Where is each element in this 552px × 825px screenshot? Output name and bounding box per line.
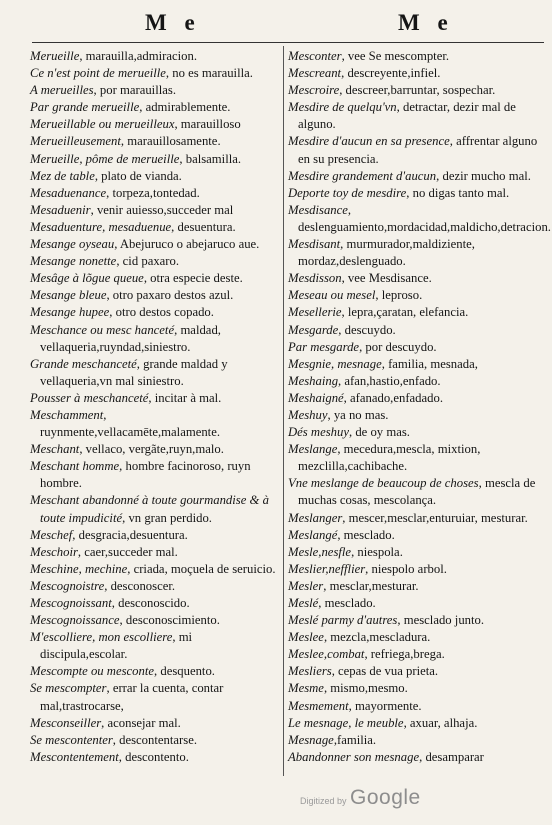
definition: , descreyente,infiel.: [341, 66, 441, 81]
definition: , vee Mesdisance.: [341, 271, 432, 286]
dictionary-entry: [288, 322, 546, 339]
dictionary-entry: [288, 578, 546, 595]
definition: , criada, moçuela de seruicio.: [127, 561, 276, 576]
headword: Mescognoissant: [30, 596, 112, 610]
dictionary-entry: [30, 185, 282, 202]
dictionary-entry: [288, 99, 546, 133]
dictionary-entry: [30, 116, 282, 133]
dictionary-entry: [30, 202, 282, 219]
dictionary-entry: [30, 629, 282, 663]
definition: , incitar à mal.: [148, 390, 222, 405]
dictionary-entry: [288, 715, 546, 732]
headword: Meschamment: [30, 407, 104, 422]
dictionary-entry: [30, 407, 282, 441]
headword: Merueilleusement: [30, 134, 121, 149]
headword: Mesdire de quelqu'vn: [288, 100, 397, 115]
headword: Merueille, pôme de merueille: [30, 151, 180, 166]
column-divider: [283, 46, 284, 776]
dictionary-entry: [288, 612, 546, 629]
dictionary-entry: [30, 492, 282, 526]
definition: , niespola.: [351, 544, 403, 559]
definition: , desconoscido.: [111, 596, 190, 610]
dictionary-entry: [30, 82, 282, 99]
dictionary-entry: [30, 236, 282, 253]
dictionary-entry: [288, 749, 546, 766]
headword: Meslanger: [288, 510, 343, 525]
dictionary-entry: [30, 322, 282, 356]
headword: Mesgarde: [288, 322, 339, 337]
definition: , hombre facinoroso, ruyn hombre.: [40, 459, 251, 491]
definition: , detractar, dezir mal de alguno.: [298, 100, 516, 132]
definition: , Abejuruco o abejarucо aue.: [114, 237, 260, 252]
definition: , cid paxaro.: [116, 254, 180, 269]
definition: , descontentarse.: [112, 732, 197, 747]
definition: , mezcla,mescladura.: [323, 630, 431, 645]
definition: , balsamilla.: [179, 151, 242, 166]
definition: , errar la cuenta, contar mal,trastrocarse,: [40, 681, 224, 713]
headword: Pousser à meschanceté: [30, 390, 149, 405]
definition: , admirablemente.: [139, 100, 231, 115]
dictionary-entry: [288, 185, 546, 202]
definition: , venir auiesso,succeder mal: [90, 202, 234, 217]
dictionary-entry: [30, 65, 282, 82]
dictionary-entry: [288, 698, 546, 715]
dictionary-entry: [30, 458, 282, 492]
definition: , ruynmente,vellacamēte,malamente.: [40, 407, 221, 440]
dictionary-entry: [288, 680, 546, 697]
definition: , mayormente.: [348, 698, 422, 713]
dictionary-entry: [288, 544, 546, 561]
definition: , marauilloso: [174, 117, 241, 132]
definition: , maldad, vellaqueria,ruyndad,siniestro.: [40, 322, 221, 354]
dictionary-entry: [288, 202, 551, 236]
headword: Par grande merueille: [30, 100, 140, 115]
headword: Mesdisance: [288, 202, 348, 217]
definition: , dezir mucho mal.: [436, 168, 531, 183]
definition: , mismo,mesmo.: [323, 681, 408, 696]
headword: Mesler: [288, 578, 324, 593]
dictionary-entry: [288, 595, 546, 612]
dictionary-entry: [30, 133, 282, 150]
dictionary-entry: [288, 236, 546, 270]
headword: Merueillable ou merueilleux: [30, 117, 175, 132]
headword: Se mescontenter: [30, 732, 113, 747]
headword: Meschance ou mesc hanceté: [30, 322, 175, 337]
dictionary-entry: [288, 475, 546, 509]
dictionary-entry: [288, 732, 546, 749]
dictionary-entry: [288, 339, 546, 356]
definition: , grande maldad y vellaqueria,vn mal siniestro.: [40, 356, 228, 388]
headword: Meslee: [288, 630, 324, 645]
headword: Mesaduenture, mesaduenue: [30, 219, 172, 234]
dictionary-entry: [30, 732, 282, 749]
headword: Meschine, mechine: [30, 561, 128, 576]
definition: , ya no mas.: [327, 407, 389, 422]
header-left: M e: [145, 10, 201, 35]
headword: Meschant: [30, 442, 80, 457]
headword: Meschant homme: [30, 459, 120, 474]
definition: , por descuydo.: [359, 339, 437, 354]
definition: , mesclado.: [318, 596, 376, 610]
dictionary-entry: [30, 749, 282, 766]
definition: , otro paxaro destos azul.: [106, 288, 234, 303]
dictionary-entry: [288, 441, 546, 475]
definition: , vn gran perdido.: [122, 510, 212, 525]
dictionary-entry: [30, 595, 282, 612]
headword: Meslee,combat: [288, 647, 365, 662]
definition: , axuar, alhaja.: [403, 715, 478, 730]
definition: , afanado,enfadado.: [343, 390, 444, 405]
definition: , otro destos copado.: [109, 305, 214, 320]
dictionary-entry: [288, 48, 546, 65]
dictionary-entry: [30, 441, 282, 458]
headword: Deporte toy de mesdire: [288, 185, 407, 200]
headword: Meslé: [288, 596, 319, 610]
headword: Mescreant: [288, 66, 342, 81]
definition: , mesclado junto.: [397, 613, 485, 628]
headword: Mesgnie, mesnage: [288, 356, 382, 371]
dictionary-entry: [288, 287, 546, 304]
headword: Meschant abandonné à toute gourmandise & à toute impudicité: [30, 493, 269, 525]
dictionary-entry: [288, 663, 546, 680]
dictionary-entry: [288, 646, 546, 663]
running-header: [0, 8, 552, 42]
digitized-watermark: [300, 786, 440, 814]
headword: Mesellerie: [288, 305, 342, 320]
definition: , caer,succeder mal.: [77, 544, 178, 559]
dictionary-entry: [30, 527, 282, 544]
dictionary-entry: [30, 561, 282, 578]
dictionary-entry: [30, 663, 282, 680]
headword: Mesaduenance: [30, 185, 107, 200]
definition: , niespolo arbol.: [365, 561, 447, 576]
header-right: M e: [398, 10, 454, 35]
definition: , desconoscimiento.: [119, 613, 220, 628]
headword: Mescognoissance: [30, 613, 120, 628]
dictionary-entry: [30, 680, 282, 714]
dictionary-entry: [288, 304, 546, 321]
headword: Mesmement: [288, 698, 349, 713]
headword: Mescompte ou mesconte: [30, 664, 155, 679]
dictionary-entry: [30, 304, 282, 321]
headword: Meslé parmy d'autres: [288, 613, 398, 628]
headword: Mesange nonette: [30, 254, 117, 269]
dictionary-entry: [30, 270, 282, 287]
headword: Dés meshuy: [288, 425, 349, 440]
headword: Mesange oyseau: [30, 237, 115, 252]
headword: Mescroire: [288, 83, 340, 98]
definition: , por marauillas.: [93, 83, 176, 98]
headword: Meschoir: [30, 544, 78, 559]
definition: , descontento.: [118, 749, 189, 764]
headword: Meshuy: [288, 407, 328, 422]
definition: , mescer,mesclar,enturuiar, mesturar.: [342, 510, 528, 525]
definition: , desuentura.: [171, 219, 236, 234]
headword: Meschef: [30, 527, 73, 542]
headword: Mesaduenir: [30, 202, 91, 217]
headword: Grande meschanceté: [30, 356, 137, 371]
headword: Meslangé: [288, 527, 338, 542]
right-column: [288, 48, 551, 766]
dictionary-entry: [288, 373, 546, 390]
dictionary-entry: [288, 168, 546, 185]
definition: , mesclado.: [337, 527, 395, 542]
left-column: [30, 48, 282, 766]
headword: Mescontentement: [30, 749, 119, 764]
definition: , vellaco, vergãte,ruyn,malo.: [79, 442, 224, 457]
dictionary-entry: [30, 219, 282, 236]
definition: , affrentar alguno en su presencia.: [298, 134, 538, 166]
definition: , mi discipula,escolar.: [40, 630, 193, 662]
definition: , vee Se mescompter.: [341, 49, 450, 63]
dictionary-entry: [30, 48, 282, 65]
headword: Mesdire d'aucun en sa presence: [288, 134, 450, 149]
headword: Meslange: [288, 442, 338, 457]
dictionary-entry: [288, 527, 546, 544]
headword: Mesnage: [288, 732, 334, 747]
headword: Meshaing: [288, 373, 339, 388]
dictionary-entry: [30, 544, 282, 561]
dictionary-entry: [30, 287, 282, 304]
headword: Mesconseiller: [30, 715, 102, 730]
dictionary-entry: [30, 168, 282, 185]
definition: , marauillosamente.: [120, 134, 221, 149]
headword: Se mescompter: [30, 681, 107, 696]
headword: A merueilles: [30, 83, 94, 98]
definition: , desquento.: [154, 664, 215, 679]
headword: Mesdire grandement d'aucun: [288, 168, 437, 183]
dictionary-entry: [288, 270, 546, 287]
dictionary-entry: [30, 253, 282, 270]
dictionary-entry: [288, 390, 546, 407]
header-rule: [32, 42, 544, 43]
dictionary-entry: [288, 629, 546, 646]
dictionary-entry: [288, 133, 546, 167]
dictionary-entry: [30, 578, 282, 595]
definition: , cepas de vua prieta.: [331, 664, 439, 679]
dictionary-entry: [30, 356, 282, 390]
headword: Meseau ou mesel: [288, 288, 376, 303]
definition: , torpeza,tontedad.: [106, 185, 200, 200]
headword: Mescognoistre: [30, 578, 105, 593]
headword: M'escolliere, mon escolliere: [30, 630, 173, 645]
dictionary-entry: [288, 82, 546, 99]
headword: Le mesnage, le meuble: [288, 715, 404, 730]
definition: , otra especie deste.: [143, 271, 243, 286]
google-logo: Google: [350, 786, 421, 809]
definition: , leproso.: [375, 288, 423, 303]
headword: Mesange bleue: [30, 288, 107, 303]
dictionary-entry: [288, 356, 546, 373]
headword: Mesdisson: [288, 271, 342, 286]
dictionary-entry: [30, 390, 282, 407]
definition: , lepra,çaratan, elefancia.: [341, 305, 469, 320]
definition: , de oy mas.: [348, 425, 410, 440]
headword: Mez de table: [30, 168, 95, 183]
dictionary-entry: [30, 715, 282, 732]
definition: , familia, mesnada,: [381, 356, 478, 371]
definition: , plato de vianda.: [94, 168, 182, 183]
definition: , mecedura,mescla, mixtion, mezclilla,cachibache.: [298, 442, 481, 474]
headword: Vne meslange de beaucoup de choses: [288, 476, 479, 491]
headword: Meslier,nefflier: [288, 561, 366, 576]
definition: , afan,hastio,enfado.: [338, 373, 441, 388]
headword: Mesliers: [288, 664, 332, 679]
definition: , descuydo.: [338, 322, 396, 337]
headword: Mesdisant: [288, 237, 341, 252]
digitized-by-text: Digitized by: [300, 796, 347, 806]
dictionary-entry: [30, 151, 282, 168]
definition: , descreer,barruntar, sospechar.: [339, 83, 496, 98]
headword: Par mesgarde: [288, 339, 360, 354]
headword: Ce n'est point de merueille: [30, 66, 166, 81]
definition: , deslenguamiento,mordacidad,maldicho,detracion.: [298, 202, 551, 234]
dictionary-entry: [288, 65, 546, 82]
headword: Mesâge à lõgue queue: [30, 271, 144, 286]
definition: , marauilla,admiracion.: [79, 49, 197, 63]
headword: Abandonner son mesnage: [288, 749, 420, 764]
headword: Meshaigné: [288, 390, 344, 405]
definition: , murmurador,maldiziente, mordaz,deslenguado.: [298, 237, 475, 269]
headword: Mesle,nesfle: [288, 544, 352, 559]
headword: Mesange hupee: [30, 305, 110, 320]
dictionary-entry: [288, 407, 546, 424]
definition: , desconoscer.: [104, 578, 176, 593]
headword: Merueille: [30, 49, 80, 63]
definition: ,familia.: [333, 732, 377, 747]
definition: , no es marauilla.: [165, 66, 253, 81]
dictionary-entry: [288, 561, 546, 578]
definition: , refriega,brega.: [364, 647, 445, 662]
definition: , mescla de muchas cosas, mescolança.: [298, 476, 536, 508]
dictionary-entry: [288, 424, 546, 441]
dictionary-entry: [30, 612, 282, 629]
headword: Mesconter: [288, 49, 342, 63]
definition: , no digas tanto mal.: [406, 185, 510, 200]
definition: , aconsejar mal.: [101, 715, 181, 730]
headword: Mesme: [288, 681, 324, 696]
dictionary-entry: [288, 510, 546, 527]
dictionary-entry: [30, 99, 282, 116]
definition: , mesclar,mesturar.: [323, 578, 419, 593]
definition: , desamparar: [419, 749, 484, 764]
definition: , desgracia,desuentura.: [72, 527, 188, 542]
